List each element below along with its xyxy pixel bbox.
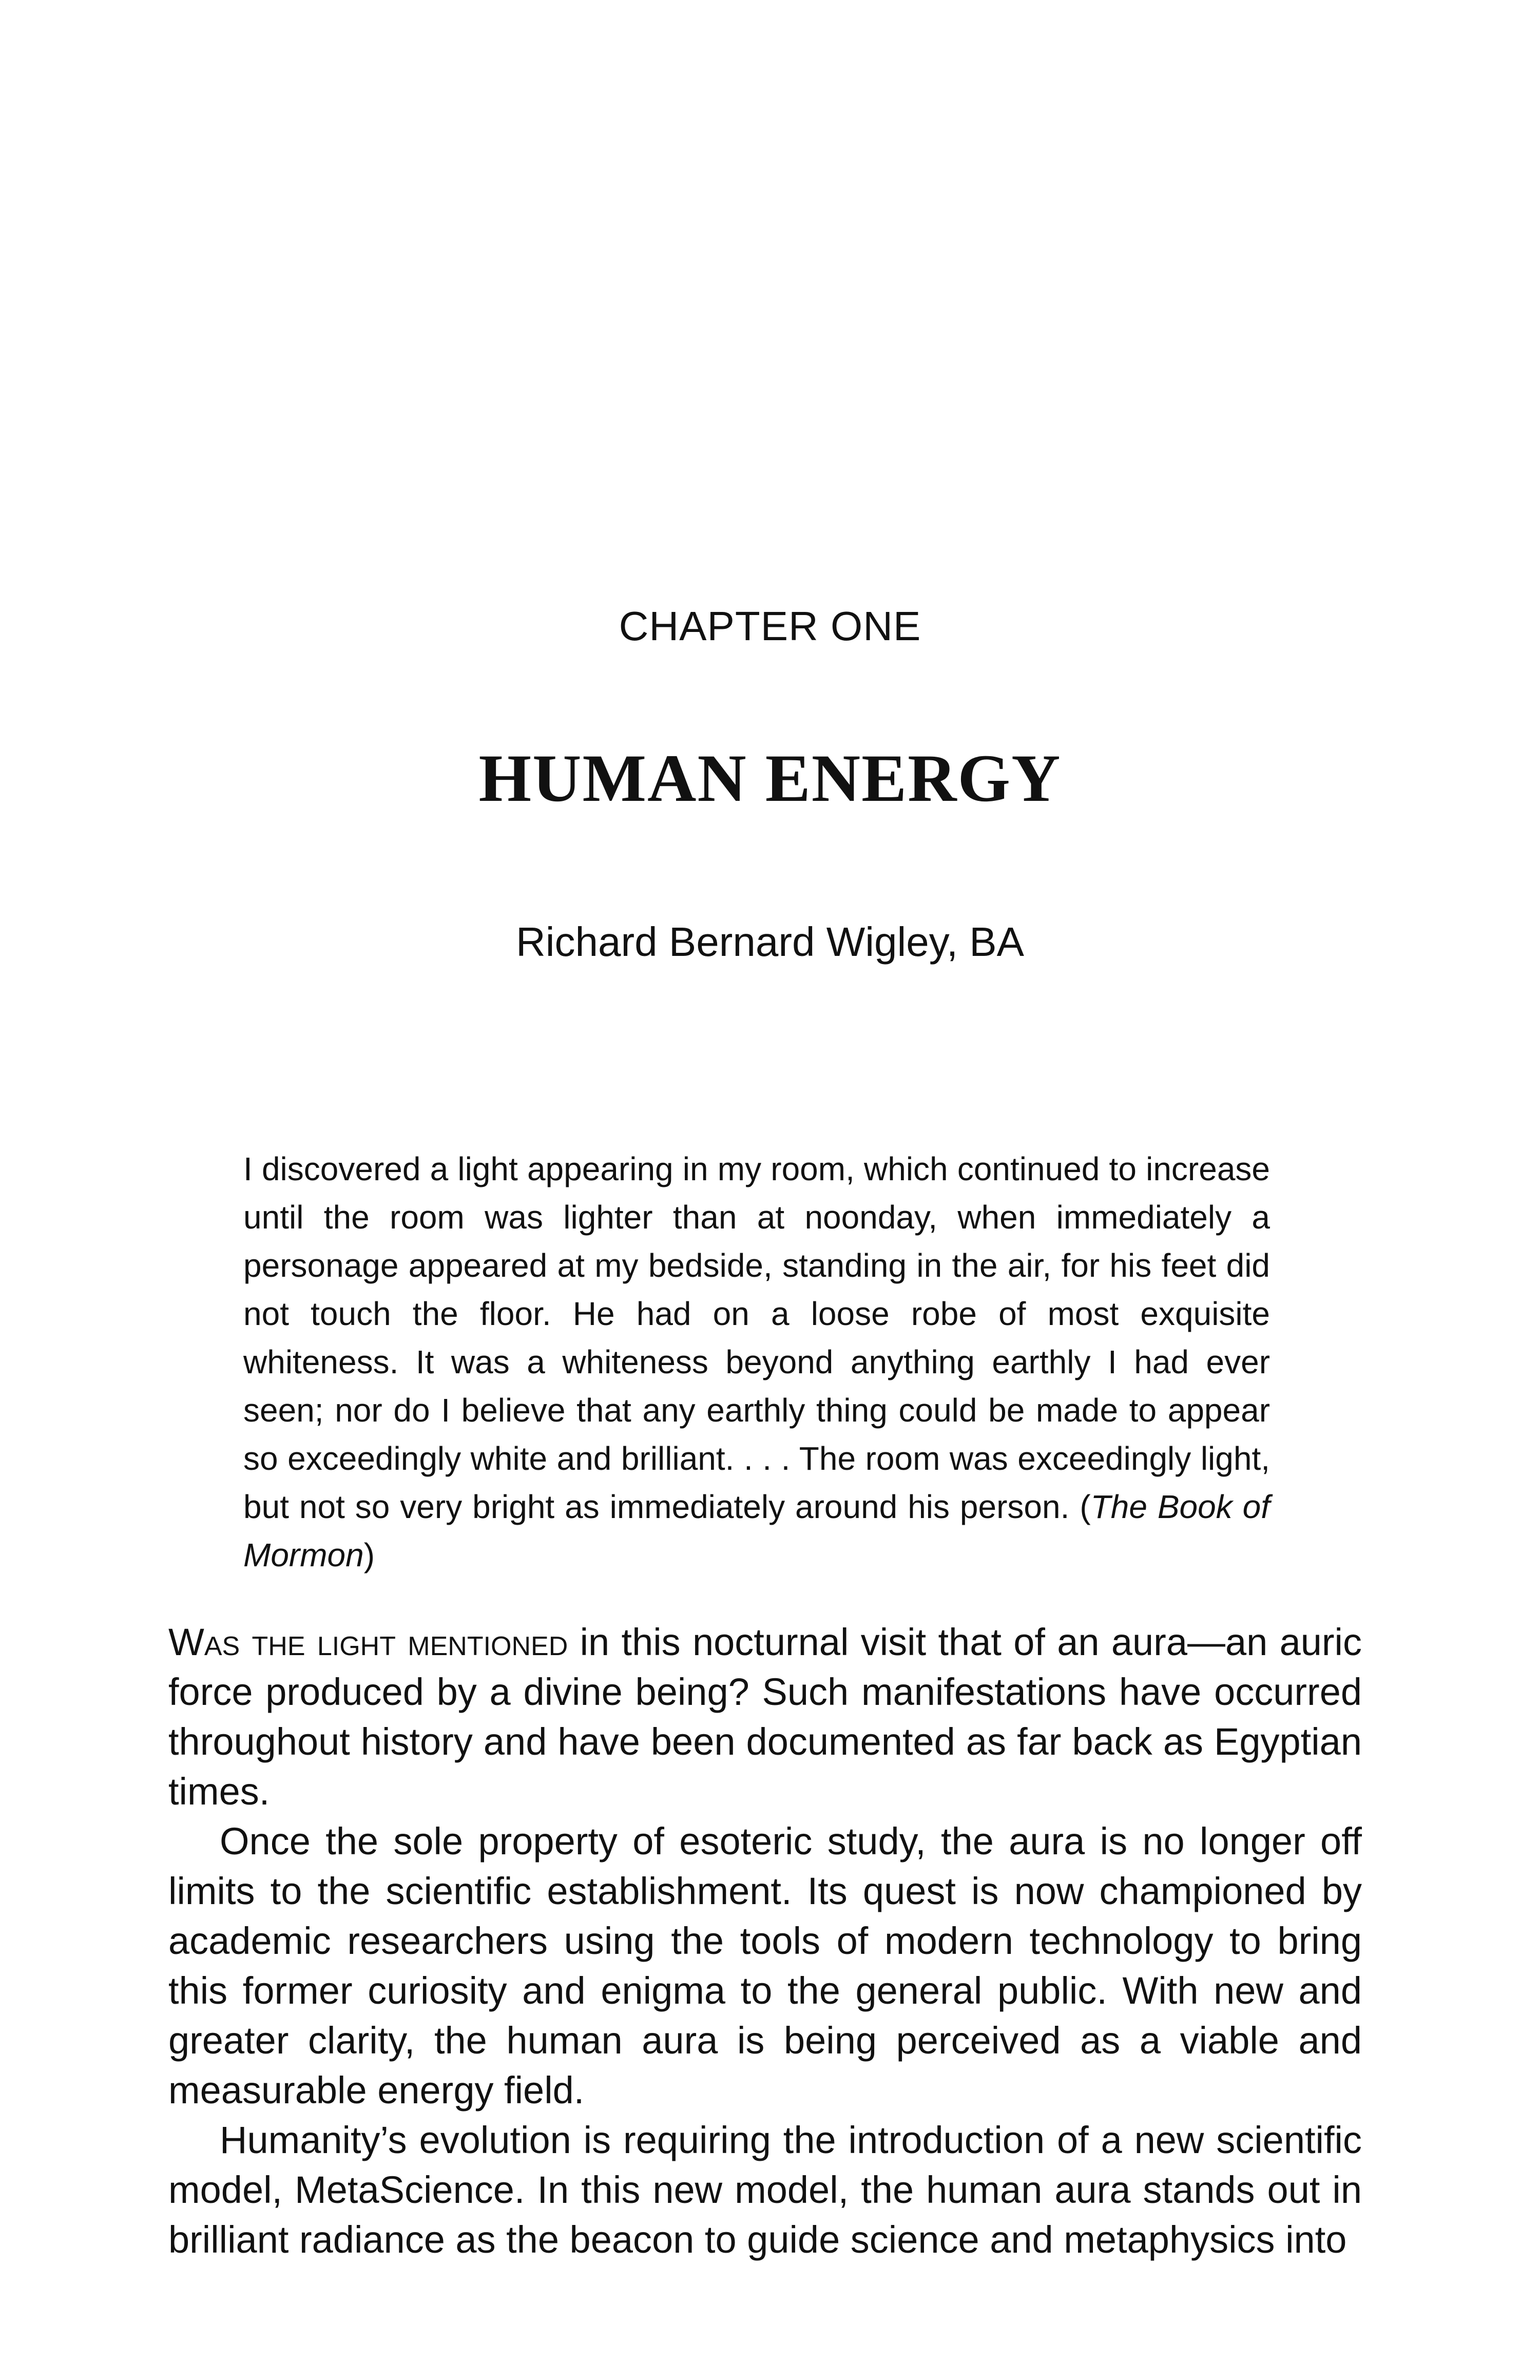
body-text — [168, 1617, 1362, 2264]
chapter-label: CHAPTER ONE — [619, 603, 921, 649]
paragraph-1 — [168, 1617, 1362, 1816]
paragraph-3: Humanity’s evolution is requiring the introduction of a new scientific model, MetaScience. In this new model, the human aura stands out in brilliant radiance as the beacon to guide science and metaphysics into — [168, 2119, 1362, 2261]
epigraph-text: I discovered a light appearing in my room, which continued to increase until the room was lighter than at noonday, when immediately a personage appeared at my bedside, standing in the air, for his feet did not touch the floor. He had on a loose robe of most exquisite whiteness. It was a whiteness beyond anything earthly I had ever seen; nor do I believe that any earthly thing could be made to appear so exceedingly white and brilliant. . . . The room was exceedingly light, but not so very bright as immediately around his person. — [243, 1150, 1270, 1525]
epigraph-source-close: ) — [363, 1537, 375, 1573]
epigraph-source-open: ( — [1080, 1488, 1091, 1525]
paragraph-1-text: in this nocturnal visit that of an aura—an auric force produced by a divine being? Such manifestations have occurred throughout history and have been documented as far back as Egyptian times. — [168, 1621, 1362, 1813]
paragraph-2: Once the sole property of esoteric study, the aura is no longer off limits to the scientific establishment. Its quest is now championed by academic researchers using the tools of modern technology to bring this former curiosity and enigma to the general public. With new and greater clarity, the human aura is being perceived as a viable and measurable energy field. — [168, 1820, 1362, 2112]
paragraph-1-lead-in: Was the light mentioned — [168, 1621, 568, 1663]
chapter-title: HUMAN ENERGY — [478, 740, 1062, 816]
epigraph-source: The Book of Mormon — [243, 1488, 1270, 1573]
chapter-author: Richard Bernard Wigley, BA — [516, 919, 1024, 965]
epigraph-quote — [243, 1145, 1270, 1579]
